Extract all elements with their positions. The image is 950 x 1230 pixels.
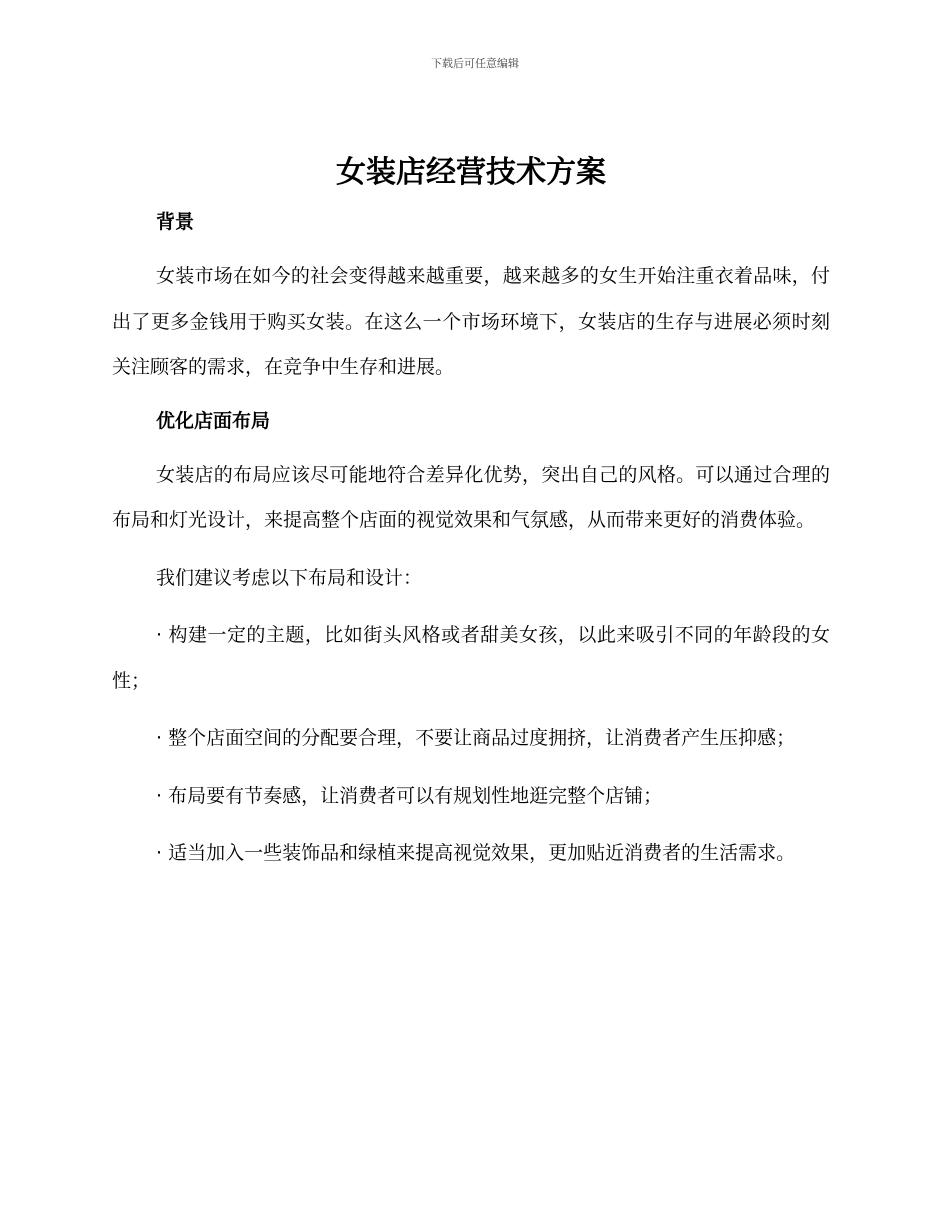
list-item: · 适当加入一些装饰品和绿植来提高视觉效果，更加贴近消费者的生活需求。	[156, 842, 796, 864]
list-item: · 整个店面空间的分配要合理，不要让商品过度拥挤，让消费者产生压抑感；	[156, 727, 796, 749]
suggestion-intro: 我们建议考虑以下布局和设计：	[156, 566, 423, 589]
section-heading-layout: 优化店面布局	[156, 409, 271, 432]
header-note: 下载后可任意编辑	[431, 57, 519, 70]
document-title: 女装店经营技术方案	[336, 155, 606, 190]
list-item: · 构建一定的主题，比如街头风格或者甜美女孩，以此来吸引不同的年龄段的女性；	[112, 624, 830, 692]
document-body	[112, 152, 830, 877]
background-paragraph: 女装市场在如今的社会变得越来越重要，越来越多的女生开始注重衣着品味，付出了更多金钱用于购买女装。在这么一个市场环境下，女装店的生存与进展必须时刻关注顾客的需求，在竞争中生存和进展。	[112, 265, 830, 378]
section-heading-background: 背景	[156, 211, 195, 233]
list-item: · 布局要有节奏感，让消费者可以有规划性地逛完整个店铺；	[156, 784, 663, 807]
layout-paragraph: 女装店的布局应该尽可能地符合差异化优势，突出自己的风格。可以通过合理的布局和灯光设计，来提高整个店面的视觉效果和气氛感，从而带来更好的消费体验。	[112, 463, 830, 531]
